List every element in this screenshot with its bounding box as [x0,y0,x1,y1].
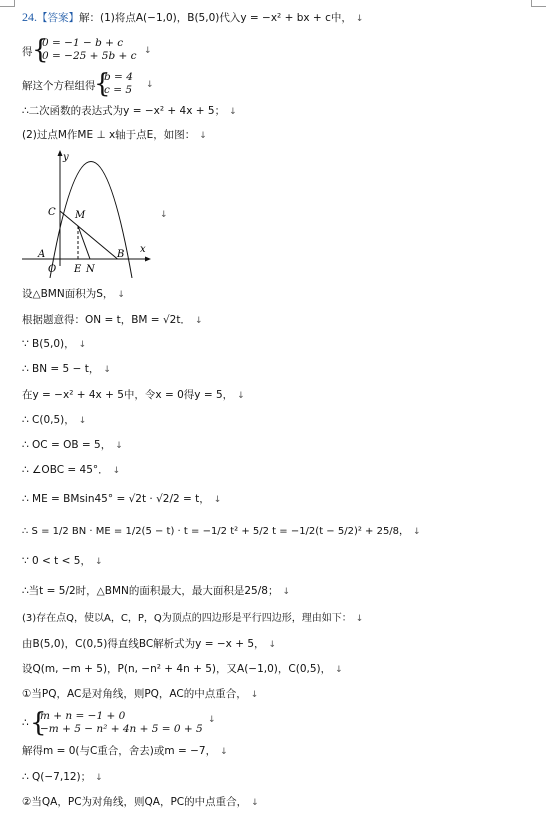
solution-line-16: ∵ 0 < t < 5， ↓ [22,555,103,567]
brace-symbol: { [94,69,111,99]
solution-line-10: 在y = −x² + 4x + 5中，令x = 0得y = 5， ↓ [22,389,245,401]
solution-line-11: ∴ C(0,5)， ↓ [22,414,87,426]
line-bc [60,211,118,259]
label-x: x [140,244,146,255]
equation-system-3: ∴ { m + n = −1 + 0 −m + 5 − n² + 4n + 5 = 0 + 5 ↓ [22,708,216,738]
equation-system-1: 得 { 0 = −1 − b + c 0 = −25 + 5b + c ↓ [22,35,152,65]
label-m: M [75,210,86,221]
return-mark: ↓ [144,46,152,56]
solution-line-21: ①当PQ，AC是对角线，则PQ，AC的中点重合， ↓ [22,688,259,700]
return-mark: ↓ [355,14,364,24]
parabola-figure [20,148,195,278]
solution-line-9: ∴ BN = 5 − t， ↓ [22,363,111,375]
return-mark: ↓ [146,80,154,90]
label-y: y [63,152,69,163]
label-b: B [117,249,125,260]
answer-tag: 【答案】 [37,12,79,24]
solution-line-13: ∴ ∠OBC = 45°． ↓ [22,464,121,476]
solution-line-8: ∵ B(5,0)， ↓ [22,338,87,350]
corner-mark-top-right [531,0,546,7]
solution-line-20: 设Q(m, −m + 5)，P(n, −n² + 4n + 5)，又A(−1,0)，C(0,5)， ↓ [22,663,343,675]
question-number: 24. [22,10,37,24]
return-mark: ↓ [160,210,168,220]
x-axis-arrow [145,257,151,262]
label-n: N [86,264,95,275]
parabola-curve [50,162,132,279]
solution-line-7: 根据题意得：ON = t，BM = √2t． ↓ [22,314,203,326]
corner-mark-top-left [0,0,15,7]
label-o: O [48,264,57,275]
solution-line-4: ∴二次函数的表达式为y = −x² + 4x + 5； ↓ [22,105,237,117]
solution-line-14: ∴ ME = BMsin45° = √2t · √2/2 = t， ↓ [22,493,222,505]
solution-line-24: ∴ Q(−7,12)； ↓ [22,771,103,783]
brace-symbol: { [30,708,47,738]
solution-line-19: 由B(5,0)，C(0,5)得直线BC解析式为y = −x + 5， ↓ [22,638,277,650]
solution-line-17: ∴当t = 5/2时，△BMN的面积最大，最大面积是25/8； ↓ [22,585,290,597]
label-a: A [38,249,46,260]
solution-line-23: 解得m = 0(与C重合，舍去)或m = −7， ↓ [22,745,228,757]
y-axis-arrow [58,150,63,156]
solution-line-15: ∴ S = 1/2 BN · ME = 1/2(5 − t) · t = −1/2 t² + 5/2 t = −1/2(t − 5/2)² + 25/8， ↓ [22,526,421,537]
equation-system-2: 解这个方程组得 { b = 4 c = 5 ↓ [22,69,154,99]
solution-line-6: 设△BMN面积为S， ↓ [22,288,125,300]
solution-line-1: 24.【答案】解：(1)将点A(−1,0)，B(5,0)代入y = −x² + bx + c中， ↓ [22,10,364,24]
solution-line-5: (2)过点M作ME ⊥ x轴于点E，如图： ↓ [22,129,207,141]
label-c: C [48,207,56,218]
brace-symbol: { [32,35,49,65]
label-e: E [74,264,82,275]
return-mark: ↓ [208,715,216,725]
solution-line-18: (3)存在点Q，使以A，C，P，Q为顶点的四边形是平行四边形，理由如下： ↓ [22,613,364,624]
solution-line-25: ②当QA，PC为对角线，则QA，PC的中点重合， ↓ [22,796,259,808]
solution-line-12: ∴ OC = OB = 5， ↓ [22,439,123,451]
